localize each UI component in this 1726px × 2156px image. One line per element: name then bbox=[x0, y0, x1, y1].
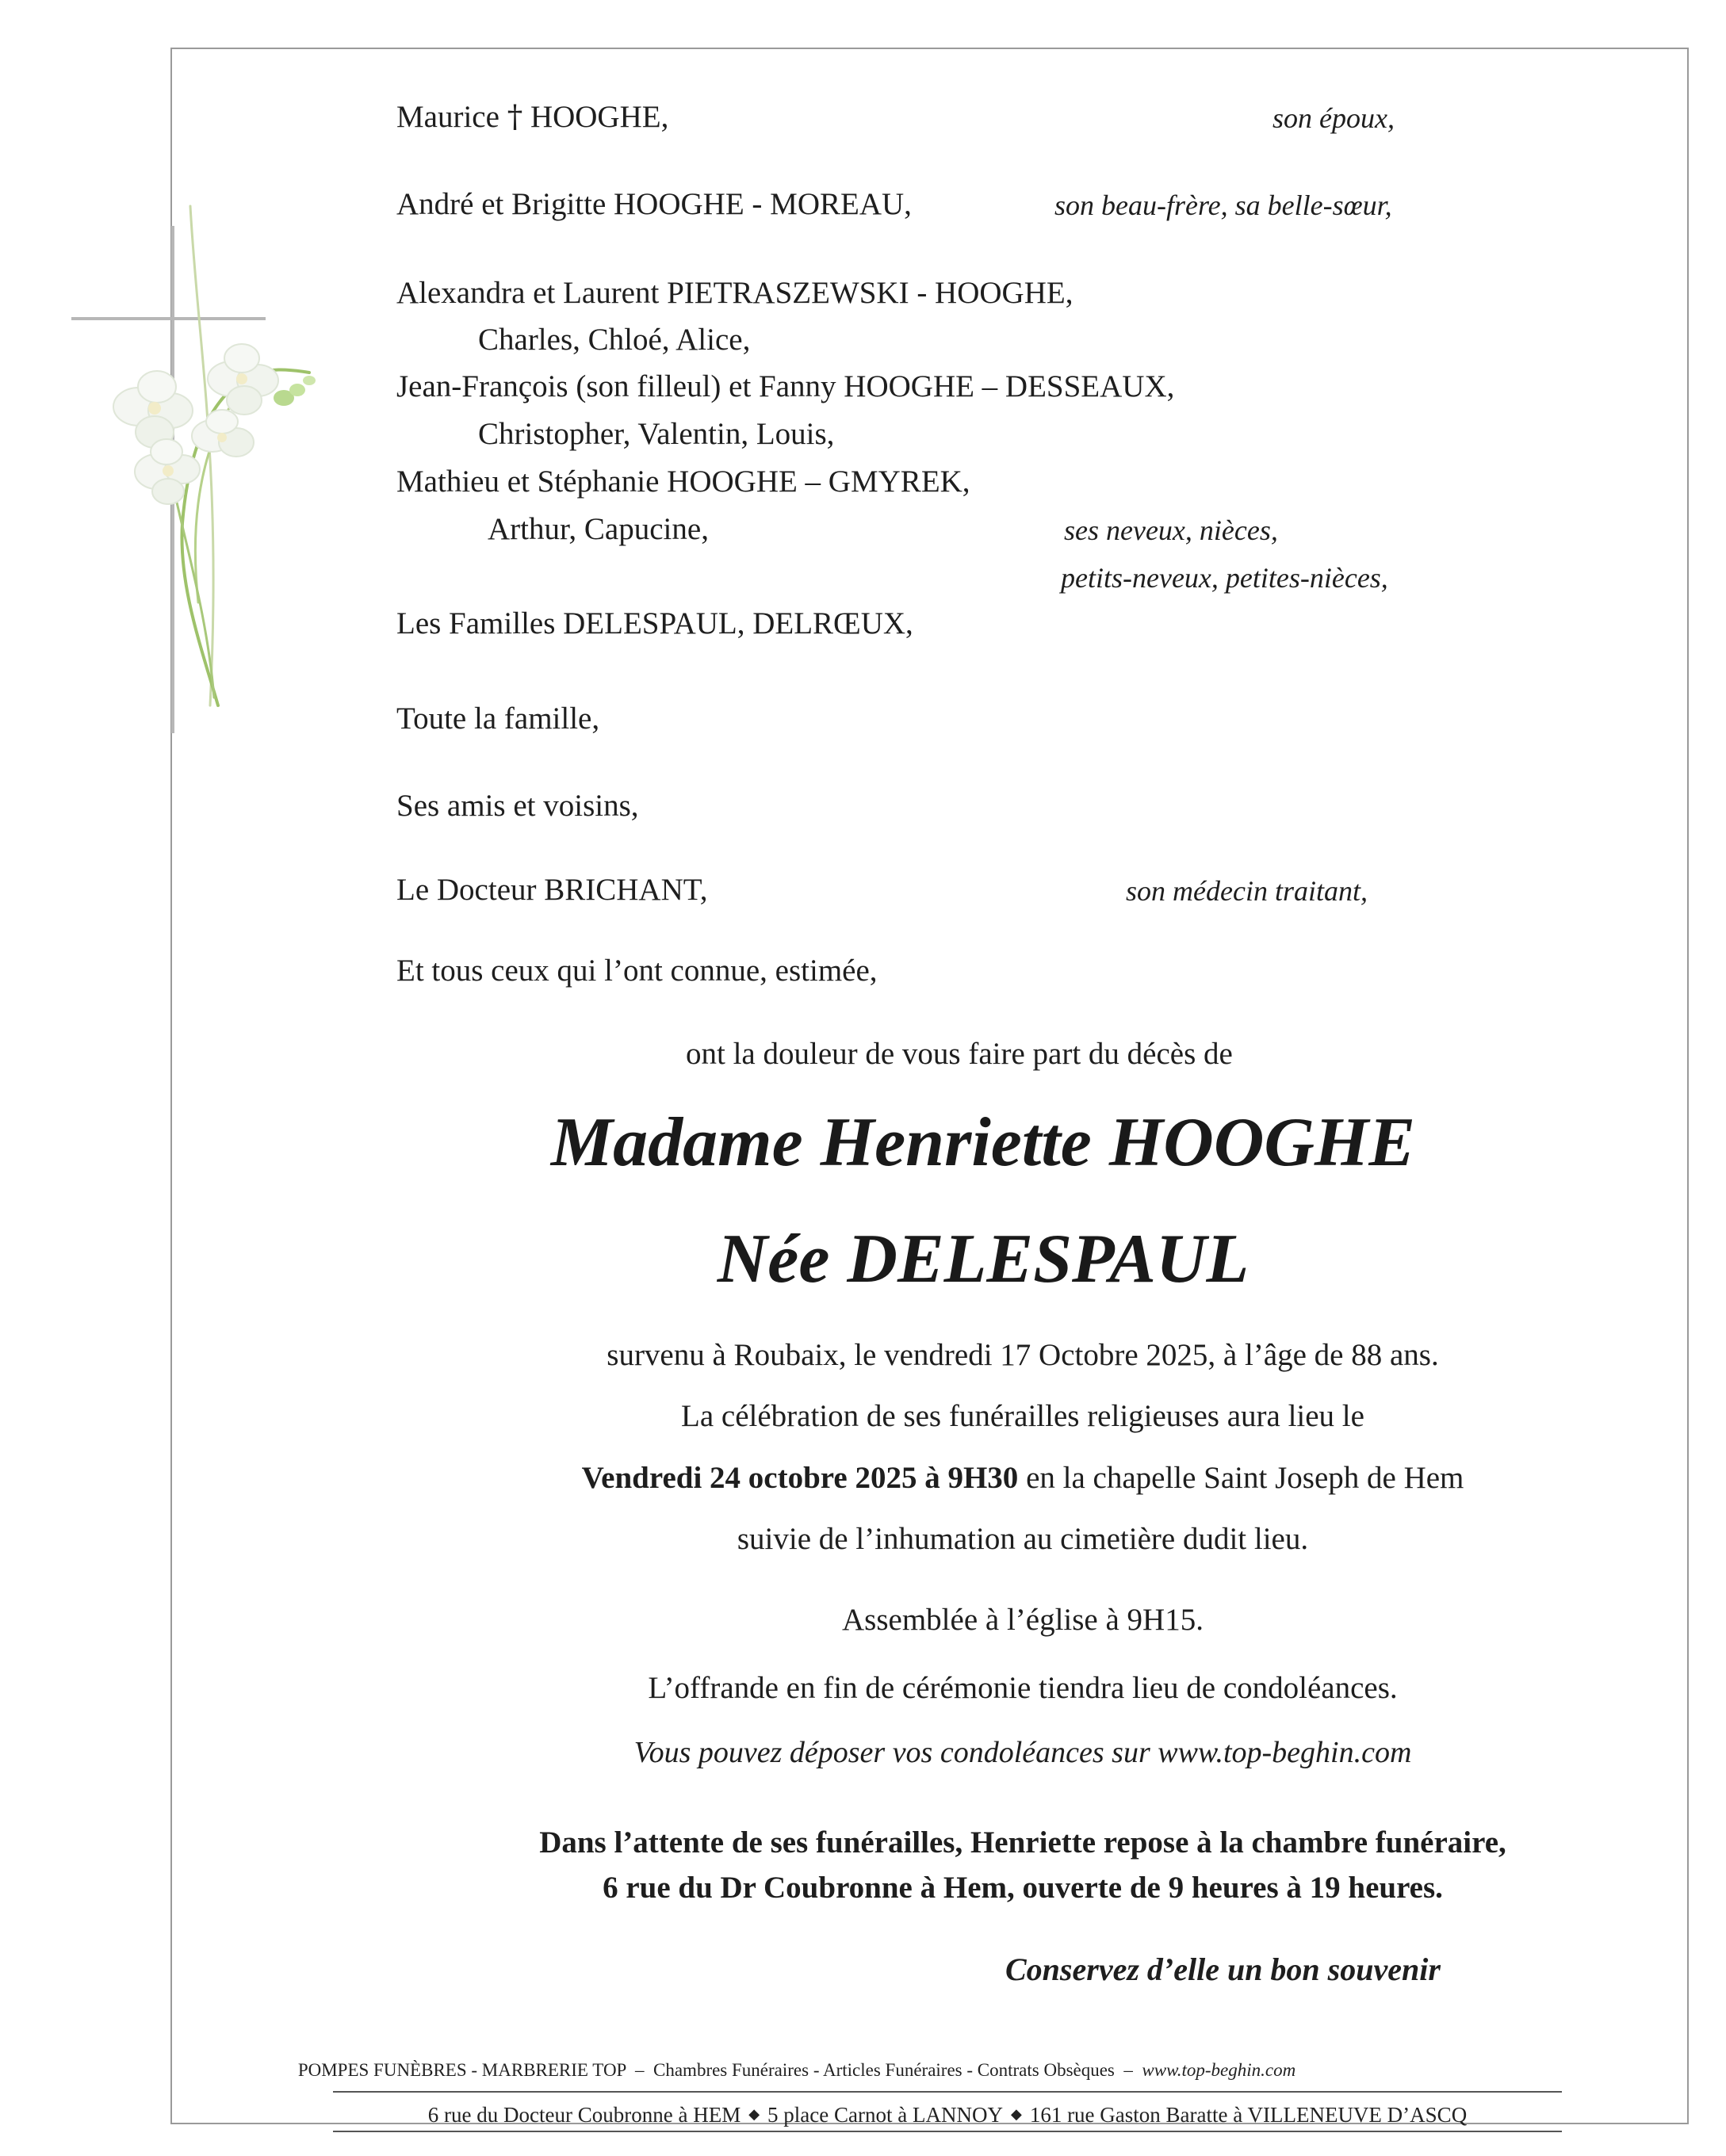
orchid-flower bbox=[113, 371, 193, 448]
family-line-children-2: Christopher, Valentin, Louis, bbox=[478, 417, 835, 451]
role-brother-in-law: son beau-frère, sa belle-sœur, bbox=[1054, 189, 1392, 221]
family-line-friends: Ses amis et voisins, bbox=[396, 789, 639, 823]
family-line-children-1: Charles, Chloé, Alice, bbox=[478, 323, 751, 357]
repose-line-1: Dans l’attente de ses funérailles, Henriette repose à la chambre funéraire, bbox=[539, 1825, 1506, 1860]
repose-line-2: 6 rue du Dr Coubronne à Hem, ouverte de 9 heures à 19 heures. bbox=[603, 1871, 1443, 1905]
closing-line: Conservez d’elle un bon souvenir bbox=[1005, 1951, 1441, 1987]
diamond-icon: ◆ bbox=[748, 2106, 760, 2123]
role-doctor: son médecin traitant, bbox=[1126, 875, 1368, 907]
family-line-mathieu: Mathieu et Stéphanie HOOGHE – GMYREK, bbox=[396, 464, 970, 499]
footer-services: Chambres Funéraires - Articles Funéraires - Contrats Obsèques bbox=[653, 2060, 1115, 2080]
footer-dash: – bbox=[1123, 2060, 1133, 2080]
diamond-icon: ◆ bbox=[1010, 2106, 1022, 2123]
family-line-families: Les Familles DELESPAUL, DELRŒUX, bbox=[396, 606, 913, 640]
funeral-date: Vendredi 24 octobre 2025 à 9H30 bbox=[581, 1461, 1019, 1495]
family-line-doctor: Le Docteur BRICHANT, bbox=[396, 873, 708, 907]
burial-line: suivie de l’inhumation au cimetière dudit lieu. bbox=[737, 1522, 1309, 1556]
footer-company-line bbox=[159, 2061, 1435, 2079]
condolences-line: Vous pouvez déposer vos condoléances sur www.top-beghin.com bbox=[633, 1736, 1412, 1769]
role-husband: son époux, bbox=[1272, 102, 1395, 134]
announcement-intro: ont la douleur de vous faire part du décès de bbox=[686, 1037, 1233, 1071]
husband-surname: HOOGHE, bbox=[530, 100, 669, 134]
funeral-date-line bbox=[309, 1462, 1726, 1493]
footer-address-villeneuve: 161 rue Gaston Baratte à VILLENEUVE D’ASCQ bbox=[1029, 2103, 1468, 2127]
celebration-line: La célébration de ses funérailles religieuses aura lieu le bbox=[681, 1399, 1364, 1433]
offering-line: L’offrande en fin de cérémonie tiendra lieu de condoléances. bbox=[648, 1671, 1398, 1705]
assembly-line: Assemblée à l’église à 9H15. bbox=[842, 1603, 1204, 1637]
deceased-name: Madame Henriette HOOGHE bbox=[550, 1104, 1416, 1181]
footer-address-lannoy: 5 place Carnot à LANNOY bbox=[767, 2103, 1003, 2127]
role-nephews: ses neveux, nièces, bbox=[1064, 514, 1278, 546]
family-line-others: Et tous ceux qui l’ont connue, estimée, bbox=[396, 954, 878, 988]
family-line-pietraszewski: Alexandra et Laurent PIETRASZEWSKI - HOOGHE, bbox=[396, 276, 1073, 310]
orchid-buds bbox=[274, 376, 316, 406]
family-line-brother-in-law: André et Brigitte HOOGHE - MOREAU, bbox=[396, 187, 912, 221]
family-line-all-family: Toute la famille, bbox=[396, 701, 600, 736]
cross-orchid-decoration bbox=[71, 190, 357, 737]
dagger-icon: † bbox=[507, 99, 523, 135]
footer-addresses bbox=[333, 2104, 1562, 2126]
footer-address-hem: 6 rue du Docteur Coubronne à HEM bbox=[427, 2103, 741, 2127]
role-grand-nephews: petits-neveux, petites-nièces, bbox=[1061, 562, 1388, 594]
deceased-maiden-name: Née DELESPAUL bbox=[717, 1221, 1250, 1298]
footer-company: POMPES FUNÈBRES - MARBRERIE TOP bbox=[297, 2060, 626, 2080]
orchid-flower bbox=[135, 439, 200, 504]
footer-website: www.top-beghin.com bbox=[1142, 2060, 1296, 2080]
family-line-jean-francois: Jean-François (son filleul) et Fanny HOOGHE – DESSEAUX, bbox=[396, 369, 1175, 403]
family-line-husband bbox=[396, 99, 669, 135]
footer-bottom-rule bbox=[333, 2131, 1562, 2132]
page-border bbox=[170, 48, 1689, 2124]
death-details: survenu à Roubaix, le vendredi 17 Octobre 2025, à l’âge de 88 ans. bbox=[607, 1338, 1439, 1372]
footer-divider bbox=[333, 2091, 1562, 2093]
footer-dash: – bbox=[635, 2060, 645, 2080]
family-line-children-3: Arthur, Capucine, bbox=[488, 512, 709, 546]
funeral-location: en la chapelle Saint Joseph de Hem bbox=[1018, 1461, 1464, 1495]
orchid-flower bbox=[192, 410, 254, 457]
husband-firstname: Maurice bbox=[396, 100, 499, 134]
